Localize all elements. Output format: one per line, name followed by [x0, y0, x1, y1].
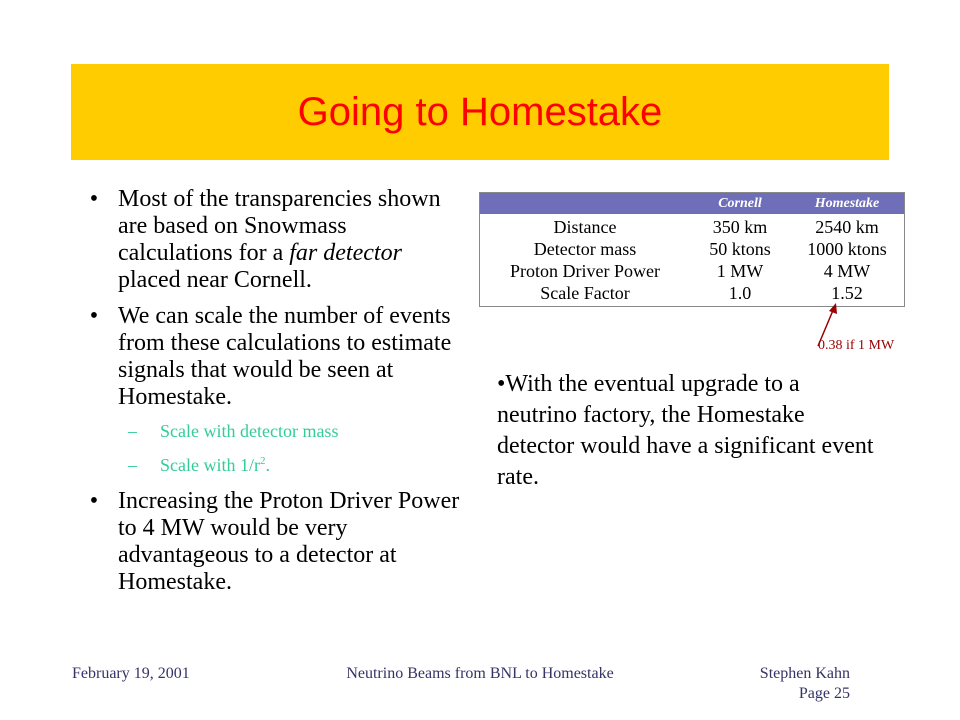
- bullet-item: [84, 303, 464, 411]
- table-cell: Scale Factor: [540, 282, 630, 303]
- bullet-dot: •: [497, 371, 506, 397]
- footer-author: Stephen Kahn: [759, 665, 850, 682]
- sub-bullet-dash: –: [128, 455, 137, 475]
- bullet-text: Increasing the Proton Driver Power to 4 MW would be very advantageous to a detector at Homestake.: [118, 488, 460, 595]
- sub-bullet-text: Scale with 1/r: [160, 455, 260, 475]
- bullet-dot: •: [89, 488, 99, 514]
- table-cell: 350 km: [712, 216, 768, 237]
- table-cell: 1.0: [728, 282, 752, 303]
- superscript: 2: [259, 455, 266, 467]
- table-row: [480, 260, 904, 282]
- footer-title: Neutrino Beams from BNL to Homestake: [346, 665, 614, 682]
- upgrade-note-text: With the eventual upgrade to a neutrino factory, the Homestake detector would have a significant event rate.: [497, 371, 874, 490]
- table-header-cell: Homestake: [790, 193, 904, 214]
- sub-bullet-text: Scale with detector mass: [160, 421, 339, 441]
- sub-bullet-text-end: .: [265, 455, 270, 475]
- table-cell: 4 MW: [823, 260, 871, 281]
- table-cell: 1.52: [831, 282, 863, 303]
- footer-page: Page 25: [798, 685, 850, 702]
- sub-bullet-dash: –: [128, 421, 137, 441]
- slide-title: Going to Homestake: [297, 90, 663, 134]
- sub-bullet-item: [84, 454, 464, 476]
- title-band: [71, 64, 889, 160]
- bullet-item: [84, 186, 464, 294]
- bullet-item: [84, 488, 464, 596]
- table-header-row: [480, 193, 904, 214]
- table-header-cell: Cornell: [690, 193, 790, 214]
- upgrade-note: [497, 369, 877, 493]
- table-row: [480, 238, 904, 260]
- table-cell: 1 MW: [716, 260, 764, 281]
- table-cell: Detector mass: [533, 238, 637, 259]
- scale-note: 0.38 if 1 MW: [818, 338, 895, 353]
- table-row: [480, 214, 904, 238]
- scaling-table: [480, 193, 904, 306]
- table-cell: 2540 km: [815, 216, 879, 237]
- bullet-text-pre: Most of the transparencies shown are based on Snowmass calculations for a: [118, 186, 441, 266]
- sub-bullet-item: [84, 420, 464, 442]
- bullet-dot: •: [89, 303, 99, 329]
- bullet-text-emph: far detector: [289, 240, 402, 266]
- bullet-list: [84, 186, 464, 605]
- table-cell: 50 ktons: [709, 238, 771, 259]
- table-cell: Proton Driver Power: [510, 260, 660, 281]
- bullet-dot: •: [89, 186, 99, 212]
- footer-author-page: [700, 664, 850, 704]
- bullet-text-post: placed near Cornell.: [118, 267, 312, 293]
- table-cell: 1000 ktons: [807, 238, 887, 259]
- bullet-text: We can scale the number of events from these calculations to estimate signals that would be seen at Homestake.: [118, 303, 452, 410]
- table-cell: Distance: [553, 216, 617, 237]
- footer-date: February 19, 2001: [72, 665, 190, 682]
- table-header-cell: [480, 193, 690, 214]
- table-row: [480, 282, 904, 306]
